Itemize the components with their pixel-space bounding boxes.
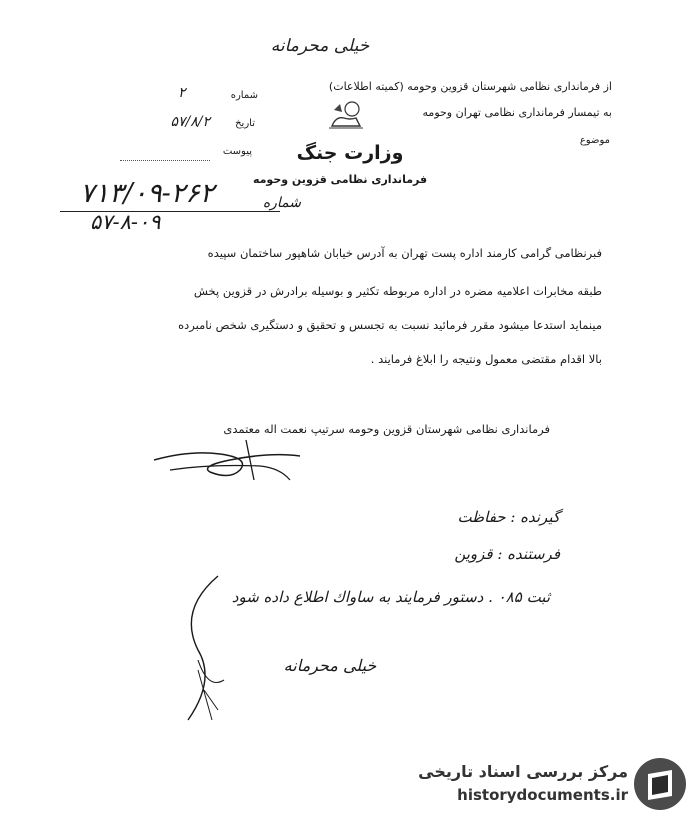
date-label: تاريخ bbox=[235, 118, 255, 129]
margin-bracket-scribble bbox=[168, 570, 228, 730]
number-value: ۲ bbox=[178, 85, 186, 101]
signature-line: فرماندارى نظامى شهرستان قزوين وحومه سرتيپ نعمت اله معتمدى bbox=[223, 422, 550, 436]
lion-and-sun-emblem-icon bbox=[326, 98, 366, 132]
registration-date: ۵۷-۸-۰۹ bbox=[90, 210, 161, 234]
handwritten-note-recipient: گيرنده : حفاظت bbox=[457, 508, 560, 526]
handwritten-note-classification: خيلى محرمانه bbox=[283, 656, 377, 675]
date-value: ۵۷/۸/۲ bbox=[170, 114, 210, 130]
classification-stamp-top: خیلی محرمانه bbox=[270, 36, 370, 56]
registration-label: شماره bbox=[262, 195, 301, 211]
watermark-logo-icon bbox=[632, 756, 688, 812]
header-to-line: به تيمسار فرماندارى نظامى تهران وحومه bbox=[422, 106, 612, 119]
attachment-label: پيوست bbox=[222, 146, 252, 157]
header-subject-label: موضوع bbox=[579, 135, 610, 146]
body-line-4: بالا اقدام مقتضى معمول ونتيجه را ابلاغ فرمايند . bbox=[370, 352, 602, 366]
number-label: شماره bbox=[230, 90, 258, 101]
attachment-line-divider bbox=[120, 160, 210, 161]
body-line-1: فبرنظامى گرامى كارمند اداره پست تهران به آدرس خيابان شاهپور ساختمان سپيده bbox=[207, 246, 602, 260]
body-line-3: مينمايد استدعا ميشود مقرر فرمائيد نسبت به تجسس و تحقيق و دستگيرى شخص نامبرده bbox=[178, 318, 602, 332]
registration-number: ۷۱۳/۰۹-۲۶۲ bbox=[80, 178, 215, 209]
watermark-title: مركز بررسى اسناد تاريخى bbox=[418, 762, 628, 781]
header-from-line: از فرماندارى نظامى شهرستان قزوين وحومه (كميته اطلاعات) bbox=[328, 80, 612, 93]
handwritten-note-sender: فرستنده : قزوين bbox=[454, 545, 560, 563]
watermark-site: historydocuments.ir bbox=[457, 786, 628, 804]
body-line-2: طبقه مخابرات اعلاميه مضره در اداره مربوطه تكثير و بوسيله برادرش در قزوين پخش bbox=[193, 284, 602, 298]
handwritten-note-instruction: ثبت ۰۸۵ . دستور فرمايند به ساواك اطلاع داده شود bbox=[231, 588, 550, 606]
ministry-title: وزارت جنگ bbox=[296, 142, 404, 164]
office-title: فرماندارى نظامى قزوين وحومه bbox=[252, 173, 428, 186]
signature-scribble bbox=[150, 430, 310, 490]
